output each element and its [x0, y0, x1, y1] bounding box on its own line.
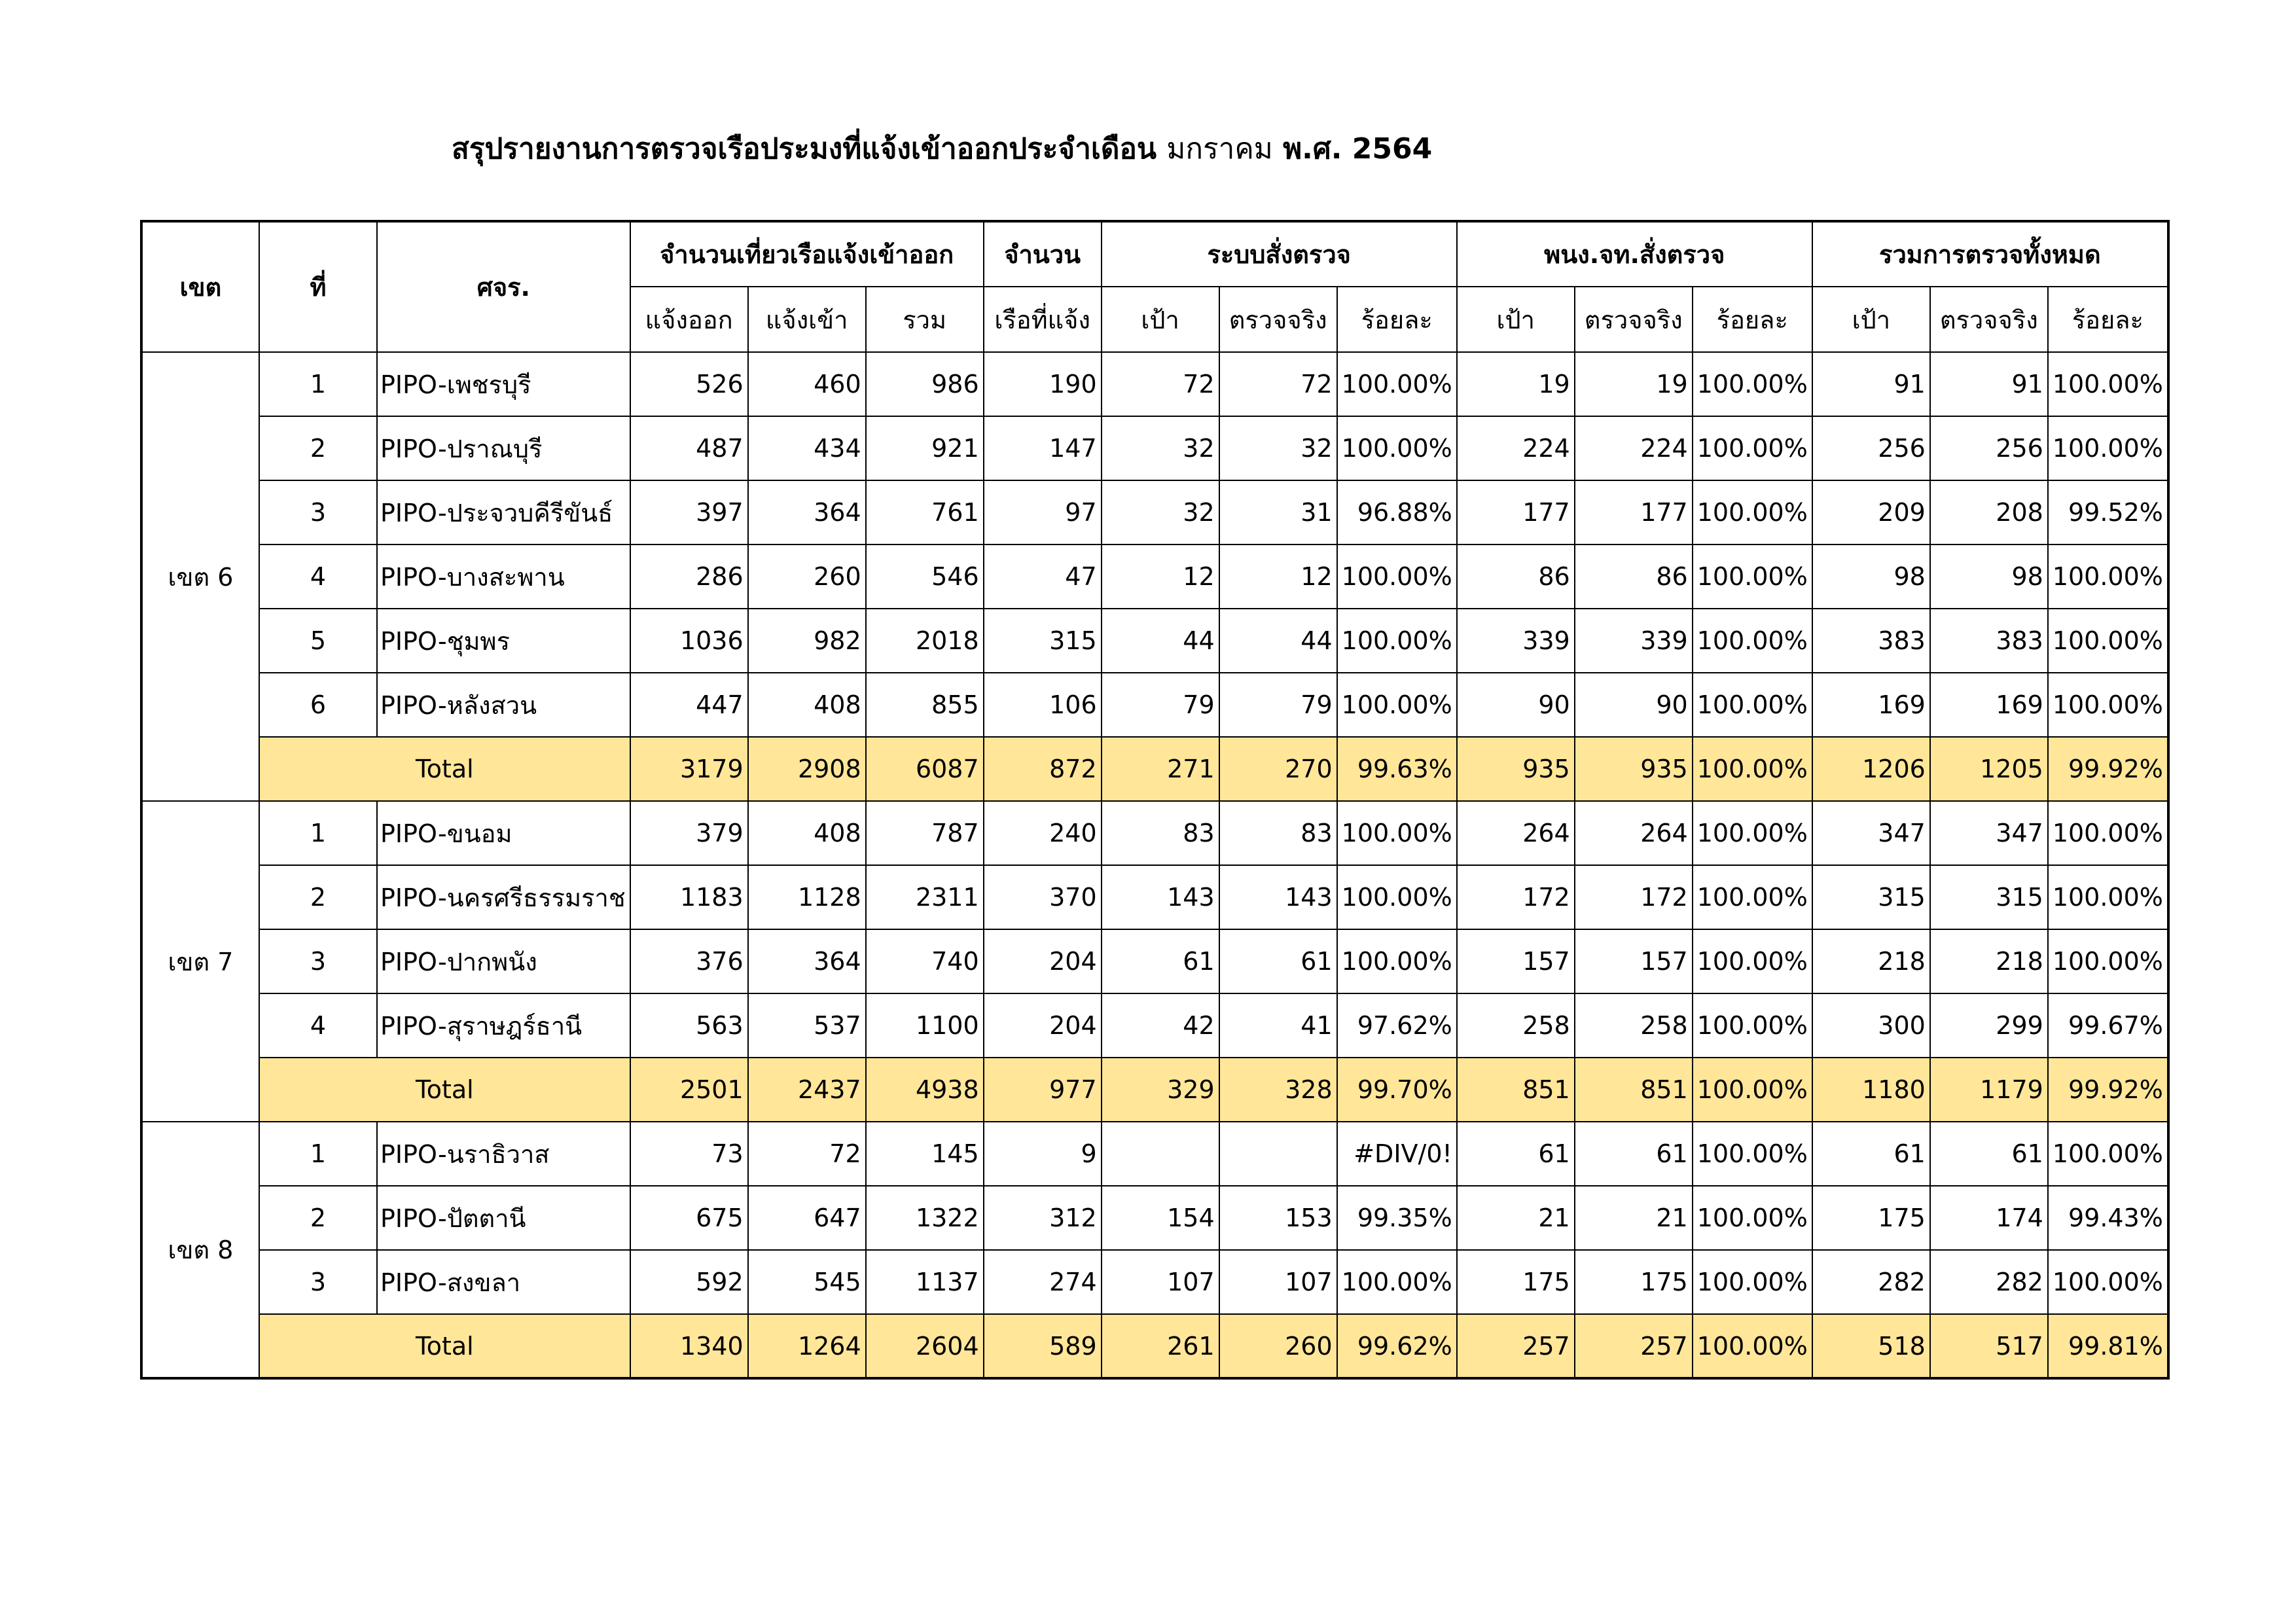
total-sys-t: 329	[1102, 1058, 1219, 1122]
table-row	[141, 801, 2168, 865]
table-row	[141, 993, 2168, 1058]
header-boats-line2: เรือที่แจ้ง	[984, 287, 1102, 352]
total-pnj-t: 257	[1457, 1314, 1575, 1378]
total-sys-t: 271	[1102, 737, 1219, 801]
header-all-target: เป้า	[1812, 287, 1930, 352]
total-sys-p: 99.70%	[1337, 1058, 1457, 1122]
table-row	[141, 544, 2168, 609]
center-name: PIPO-ปราณบุรี	[377, 416, 630, 480]
cell-all-p: 99.52%	[2048, 480, 2168, 544]
header-system-group: ระบบสั่งตรวจ	[1102, 221, 1457, 287]
cell-all-a: 218	[1930, 929, 2048, 993]
cell-pnj-t: 175	[1457, 1250, 1575, 1314]
cell-all-t: 300	[1812, 993, 1930, 1058]
cell-out: 286	[630, 544, 748, 609]
cell-in: 537	[748, 993, 866, 1058]
center-name: PIPO-ประจวบคีรีขันธ์	[377, 480, 630, 544]
cell-sys-p: 100.00%	[1337, 865, 1457, 929]
header-center: ศจร.	[377, 221, 630, 352]
cell-sys-p: 100.00%	[1337, 352, 1457, 416]
cell-sys-t: 12	[1102, 544, 1219, 609]
table-row	[141, 480, 2168, 544]
cell-all-t: 98	[1812, 544, 1930, 609]
cell-pnj-a: 258	[1575, 993, 1693, 1058]
cell-pnj-a: 264	[1575, 801, 1693, 865]
total-sys-p: 99.63%	[1337, 737, 1457, 801]
cell-all-p: 100.00%	[2048, 801, 2168, 865]
cell-pnj-t: 172	[1457, 865, 1575, 929]
row-number: 1	[259, 1122, 377, 1186]
cell-all-a: 208	[1930, 480, 2048, 544]
cell-in: 364	[748, 480, 866, 544]
zone-cell: เขต 6	[141, 352, 259, 801]
cell-pnj-p: 100.00%	[1693, 544, 1812, 609]
total-pnj-a: 257	[1575, 1314, 1693, 1378]
row-number: 2	[259, 1186, 377, 1250]
total-row	[141, 1058, 2168, 1122]
cell-all-a: 383	[1930, 609, 2048, 673]
cell-out: 376	[630, 929, 748, 993]
cell-sum: 761	[866, 480, 984, 544]
cell-in: 408	[748, 673, 866, 737]
total-in: 2437	[748, 1058, 866, 1122]
center-name: PIPO-เพชรบุรี	[377, 352, 630, 416]
total-sys-a: 328	[1219, 1058, 1337, 1122]
total-all-t: 518	[1812, 1314, 1930, 1378]
center-name: PIPO-นราธิวาส	[377, 1122, 630, 1186]
cell-all-p: 100.00%	[2048, 673, 2168, 737]
total-boats: 977	[984, 1058, 1102, 1122]
cell-out: 73	[630, 1122, 748, 1186]
cell-pnj-a: 19	[1575, 352, 1693, 416]
header-pnj-percent: ร้อยละ	[1693, 287, 1812, 352]
center-name: PIPO-หลังสวน	[377, 673, 630, 737]
total-label: Total	[259, 1314, 630, 1378]
total-label: Total	[259, 737, 630, 801]
cell-in: 982	[748, 609, 866, 673]
row-number: 4	[259, 544, 377, 609]
cell-sys-t: 107	[1102, 1250, 1219, 1314]
cell-sys-a: 44	[1219, 609, 1337, 673]
cell-pnj-t: 258	[1457, 993, 1575, 1058]
header-trips-out: แจ้งออก	[630, 287, 748, 352]
cell-pnj-t: 86	[1457, 544, 1575, 609]
row-number: 6	[259, 673, 377, 737]
total-row	[141, 1314, 2168, 1378]
header-trips-in: แจ้งเข้า	[748, 287, 866, 352]
header-pnj-actual: ตรวจจริง	[1575, 287, 1693, 352]
cell-sys-a: 32	[1219, 416, 1337, 480]
cell-pnj-p: 100.00%	[1693, 801, 1812, 865]
cell-in: 72	[748, 1122, 866, 1186]
cell-boats: 47	[984, 544, 1102, 609]
zone-cell: เขต 7	[141, 801, 259, 1122]
cell-sum: 2018	[866, 609, 984, 673]
header-pnj-group: พนง.จท.สั่งตรวจ	[1457, 221, 1812, 287]
cell-pnj-p: 100.00%	[1693, 416, 1812, 480]
cell-pnj-t: 61	[1457, 1122, 1575, 1186]
cell-out: 379	[630, 801, 748, 865]
cell-all-a: 256	[1930, 416, 2048, 480]
cell-out: 447	[630, 673, 748, 737]
cell-out: 592	[630, 1250, 748, 1314]
table-row	[141, 352, 2168, 416]
cell-sum: 986	[866, 352, 984, 416]
center-name: PIPO-ปัตตานี	[377, 1186, 630, 1250]
cell-sys-a: 12	[1219, 544, 1337, 609]
cell-in: 460	[748, 352, 866, 416]
total-in: 1264	[748, 1314, 866, 1378]
total-label: Total	[259, 1058, 630, 1122]
cell-pnj-a: 157	[1575, 929, 1693, 993]
center-name: PIPO-ปากพนัง	[377, 929, 630, 993]
cell-sys-p: 100.00%	[1337, 544, 1457, 609]
cell-sys-p: 100.00%	[1337, 673, 1457, 737]
cell-all-t: 282	[1812, 1250, 1930, 1314]
cell-out: 563	[630, 993, 748, 1058]
cell-sys-p: 100.00%	[1337, 801, 1457, 865]
cell-all-p: 100.00%	[2048, 1250, 2168, 1314]
cell-out: 675	[630, 1186, 748, 1250]
row-number: 3	[259, 480, 377, 544]
cell-all-p: 100.00%	[2048, 1122, 2168, 1186]
cell-boats: 204	[984, 993, 1102, 1058]
header-no: ที่	[259, 221, 377, 352]
cell-sys-a: 41	[1219, 993, 1337, 1058]
table-row	[141, 1186, 2168, 1250]
cell-pnj-a: 172	[1575, 865, 1693, 929]
cell-sys-a: 83	[1219, 801, 1337, 865]
cell-sys-p: 96.88%	[1337, 480, 1457, 544]
total-pnj-t: 851	[1457, 1058, 1575, 1122]
cell-sys-t: 42	[1102, 993, 1219, 1058]
cell-in: 647	[748, 1186, 866, 1250]
cell-sys-p: 100.00%	[1337, 1250, 1457, 1314]
row-number: 4	[259, 993, 377, 1058]
center-name: PIPO-สงขลา	[377, 1250, 630, 1314]
cell-sys-a: 61	[1219, 929, 1337, 993]
cell-in: 364	[748, 929, 866, 993]
cell-sum: 546	[866, 544, 984, 609]
total-all-a: 1179	[1930, 1058, 2048, 1122]
cell-pnj-a: 339	[1575, 609, 1693, 673]
cell-sys-a: 107	[1219, 1250, 1337, 1314]
cell-in: 434	[748, 416, 866, 480]
center-name: PIPO-นครศรีธรรมราช	[377, 865, 630, 929]
cell-pnj-t: 177	[1457, 480, 1575, 544]
header-system-percent: ร้อยละ	[1337, 287, 1457, 352]
table-row	[141, 609, 2168, 673]
cell-pnj-p: 100.00%	[1693, 929, 1812, 993]
cell-pnj-t: 90	[1457, 673, 1575, 737]
title-month: มกราคม	[1166, 132, 1273, 166]
header-trips-total: รวม	[866, 287, 984, 352]
cell-pnj-a: 224	[1575, 416, 1693, 480]
cell-all-a: 299	[1930, 993, 2048, 1058]
total-pnj-a: 851	[1575, 1058, 1693, 1122]
cell-boats: 315	[984, 609, 1102, 673]
cell-sys-a: 72	[1219, 352, 1337, 416]
total-all-a: 517	[1930, 1314, 2048, 1378]
row-number: 2	[259, 416, 377, 480]
total-sys-a: 270	[1219, 737, 1337, 801]
cell-all-p: 100.00%	[2048, 544, 2168, 609]
cell-sys-a: 153	[1219, 1186, 1337, 1250]
cell-out: 1183	[630, 865, 748, 929]
table-row	[141, 929, 2168, 993]
table-row	[141, 865, 2168, 929]
cell-sum: 1322	[866, 1186, 984, 1250]
cell-all-t: 91	[1812, 352, 1930, 416]
cell-pnj-a: 86	[1575, 544, 1693, 609]
cell-pnj-a: 90	[1575, 673, 1693, 737]
total-pnj-a: 935	[1575, 737, 1693, 801]
cell-all-a: 98	[1930, 544, 2048, 609]
total-out: 2501	[630, 1058, 748, 1122]
cell-all-a: 174	[1930, 1186, 2048, 1250]
cell-out: 1036	[630, 609, 748, 673]
total-pnj-t: 935	[1457, 737, 1575, 801]
total-all-t: 1206	[1812, 737, 1930, 801]
cell-sum: 787	[866, 801, 984, 865]
total-boats: 589	[984, 1314, 1102, 1378]
cell-all-t: 256	[1812, 416, 1930, 480]
cell-all-t: 218	[1812, 929, 1930, 993]
cell-sum: 740	[866, 929, 984, 993]
header-system-target: เป้า	[1102, 287, 1219, 352]
header-boats-line1: จำนวน	[984, 221, 1102, 287]
cell-sys-a	[1219, 1122, 1337, 1186]
total-all-t: 1180	[1812, 1058, 1930, 1122]
cell-boats: 240	[984, 801, 1102, 865]
cell-sys-t: 32	[1102, 416, 1219, 480]
cell-all-p: 100.00%	[2048, 609, 2168, 673]
cell-all-p: 100.00%	[2048, 865, 2168, 929]
cell-all-p: 99.67%	[2048, 993, 2168, 1058]
total-sys-p: 99.62%	[1337, 1314, 1457, 1378]
cell-sys-p: 97.62%	[1337, 993, 1457, 1058]
cell-out: 526	[630, 352, 748, 416]
cell-sys-t: 154	[1102, 1186, 1219, 1250]
center-name: PIPO-ชุมพร	[377, 609, 630, 673]
center-name: PIPO-บางสะพาน	[377, 544, 630, 609]
cell-sys-p: #DIV/0!	[1337, 1122, 1457, 1186]
header-all-percent: ร้อยละ	[2048, 287, 2168, 352]
cell-sys-p: 99.35%	[1337, 1186, 1457, 1250]
total-boats: 872	[984, 737, 1102, 801]
cell-sum: 2311	[866, 865, 984, 929]
cell-pnj-p: 100.00%	[1693, 1186, 1812, 1250]
row-number: 5	[259, 609, 377, 673]
total-pnj-p: 100.00%	[1693, 1058, 1812, 1122]
cell-sum: 1100	[866, 993, 984, 1058]
page-title	[452, 126, 1432, 171]
cell-sys-p: 100.00%	[1337, 416, 1457, 480]
cell-all-a: 91	[1930, 352, 2048, 416]
table-header	[141, 221, 2168, 352]
cell-pnj-a: 177	[1575, 480, 1693, 544]
header-trips-group: จำนวนเที่ยวเรือแจ้งเข้าออก	[630, 221, 984, 287]
cell-pnj-a: 61	[1575, 1122, 1693, 1186]
cell-all-t: 347	[1812, 801, 1930, 865]
total-all-p: 99.81%	[2048, 1314, 2168, 1378]
total-out: 1340	[630, 1314, 748, 1378]
center-name: PIPO-สุราษฎร์ธานี	[377, 993, 630, 1058]
cell-pnj-p: 100.00%	[1693, 865, 1812, 929]
row-number: 1	[259, 801, 377, 865]
cell-all-p: 100.00%	[2048, 352, 2168, 416]
cell-sys-t: 72	[1102, 352, 1219, 416]
total-sum: 4938	[866, 1058, 984, 1122]
total-all-a: 1205	[1930, 737, 2048, 801]
cell-all-t: 209	[1812, 480, 1930, 544]
cell-pnj-t: 157	[1457, 929, 1575, 993]
cell-pnj-p: 100.00%	[1693, 352, 1812, 416]
header-zone: เขต	[141, 221, 259, 352]
cell-pnj-t: 224	[1457, 416, 1575, 480]
header-system-actual: ตรวจจริง	[1219, 287, 1337, 352]
cell-pnj-p: 100.00%	[1693, 609, 1812, 673]
cell-in: 408	[748, 801, 866, 865]
cell-sum: 1137	[866, 1250, 984, 1314]
title-year: พ.ศ. 2564	[1283, 132, 1433, 166]
cell-sum: 921	[866, 416, 984, 480]
cell-boats: 312	[984, 1186, 1102, 1250]
total-pnj-p: 100.00%	[1693, 737, 1812, 801]
cell-all-a: 315	[1930, 865, 2048, 929]
cell-boats: 190	[984, 352, 1102, 416]
cell-boats: 274	[984, 1250, 1102, 1314]
cell-boats: 147	[984, 416, 1102, 480]
cell-all-a: 169	[1930, 673, 2048, 737]
cell-sys-t	[1102, 1122, 1219, 1186]
cell-pnj-p: 100.00%	[1693, 673, 1812, 737]
cell-sys-p: 100.00%	[1337, 929, 1457, 993]
cell-all-t: 175	[1812, 1186, 1930, 1250]
cell-all-a: 347	[1930, 801, 2048, 865]
cell-pnj-a: 175	[1575, 1250, 1693, 1314]
cell-sys-t: 44	[1102, 609, 1219, 673]
cell-sys-t: 143	[1102, 865, 1219, 929]
cell-sum: 855	[866, 673, 984, 737]
total-in: 2908	[748, 737, 866, 801]
total-all-p: 99.92%	[2048, 1058, 2168, 1122]
cell-sys-p: 100.00%	[1337, 609, 1457, 673]
cell-pnj-p: 100.00%	[1693, 480, 1812, 544]
cell-pnj-t: 339	[1457, 609, 1575, 673]
cell-all-a: 61	[1930, 1122, 2048, 1186]
table-row	[141, 416, 2168, 480]
cell-sys-a: 31	[1219, 480, 1337, 544]
cell-sys-t: 83	[1102, 801, 1219, 865]
header-all-group: รวมการตรวจทั้งหมด	[1812, 221, 2168, 287]
cell-sys-a: 79	[1219, 673, 1337, 737]
total-all-p: 99.92%	[2048, 737, 2168, 801]
cell-pnj-t: 264	[1457, 801, 1575, 865]
table-row	[141, 1122, 2168, 1186]
cell-boats: 97	[984, 480, 1102, 544]
cell-in: 1128	[748, 865, 866, 929]
cell-pnj-t: 21	[1457, 1186, 1575, 1250]
zone-cell: เขต 8	[141, 1122, 259, 1378]
cell-all-t: 383	[1812, 609, 1930, 673]
cell-all-t: 169	[1812, 673, 1930, 737]
cell-all-t: 315	[1812, 865, 1930, 929]
cell-in: 545	[748, 1250, 866, 1314]
cell-out: 397	[630, 480, 748, 544]
title-main: สรุปรายงานการตรวจเรือประมงที่แจ้งเข้าออกประจำเดือน	[452, 132, 1157, 166]
table-row	[141, 673, 2168, 737]
header-pnj-target: เป้า	[1457, 287, 1575, 352]
cell-sys-t: 79	[1102, 673, 1219, 737]
cell-all-p: 100.00%	[2048, 416, 2168, 480]
total-sys-t: 261	[1102, 1314, 1219, 1378]
row-number: 3	[259, 929, 377, 993]
total-sum: 2604	[866, 1314, 984, 1378]
cell-in: 260	[748, 544, 866, 609]
cell-sum: 145	[866, 1122, 984, 1186]
row-number: 3	[259, 1250, 377, 1314]
total-pnj-p: 100.00%	[1693, 1314, 1812, 1378]
cell-all-t: 61	[1812, 1122, 1930, 1186]
cell-boats: 204	[984, 929, 1102, 993]
total-sum: 6087	[866, 737, 984, 801]
total-row	[141, 737, 2168, 801]
report-table	[140, 220, 2170, 1380]
cell-pnj-p: 100.00%	[1693, 1122, 1812, 1186]
table-row	[141, 1250, 2168, 1314]
table-body	[141, 352, 2168, 1378]
total-out: 3179	[630, 737, 748, 801]
cell-all-a: 282	[1930, 1250, 2048, 1314]
cell-sys-t: 61	[1102, 929, 1219, 993]
cell-pnj-p: 100.00%	[1693, 993, 1812, 1058]
cell-boats: 106	[984, 673, 1102, 737]
center-name: PIPO-ขนอม	[377, 801, 630, 865]
row-number: 2	[259, 865, 377, 929]
cell-all-p: 99.43%	[2048, 1186, 2168, 1250]
header-all-actual: ตรวจจริง	[1930, 287, 2048, 352]
row-number: 1	[259, 352, 377, 416]
cell-out: 487	[630, 416, 748, 480]
cell-all-p: 100.00%	[2048, 929, 2168, 993]
cell-sys-a: 143	[1219, 865, 1337, 929]
cell-pnj-a: 21	[1575, 1186, 1693, 1250]
cell-pnj-p: 100.00%	[1693, 1250, 1812, 1314]
cell-boats: 9	[984, 1122, 1102, 1186]
cell-sys-t: 32	[1102, 480, 1219, 544]
cell-boats: 370	[984, 865, 1102, 929]
cell-pnj-t: 19	[1457, 352, 1575, 416]
total-sys-a: 260	[1219, 1314, 1337, 1378]
